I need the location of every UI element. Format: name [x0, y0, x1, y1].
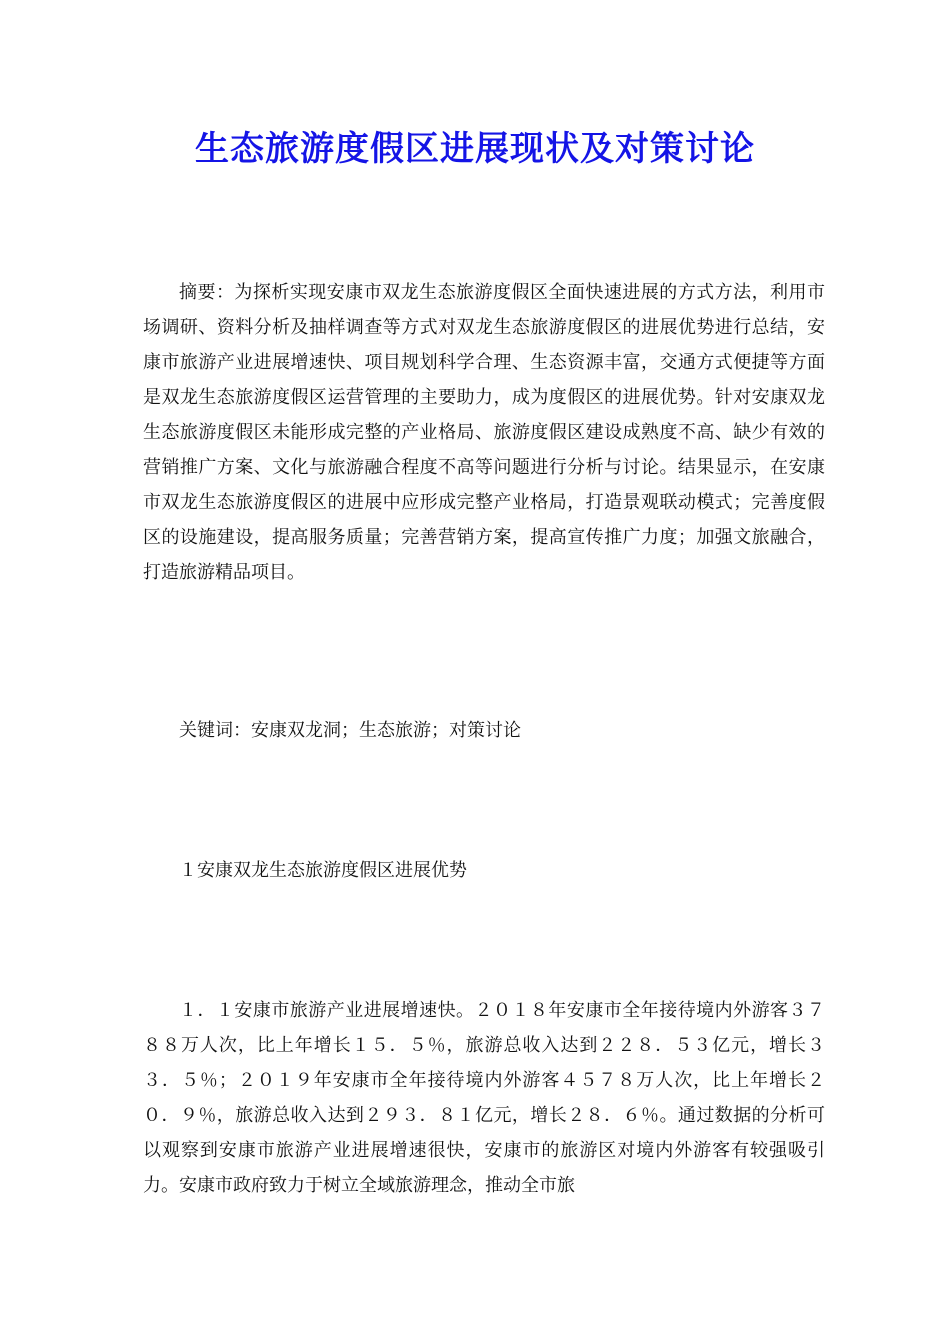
keywords-line	[143, 713, 825, 748]
keywords-text: 关键词：安康双龙洞；生态旅游；对策讨论	[179, 720, 521, 741]
body-paragraph-text: １．１安康市旅游产业进展增速快。２０１８年安康市全年接待境内外游客３７８８万人次，比上年增长１５．５％，旅游总收入达到２２８．５３亿元，增长３３．５％；２０１９年安康市全年接待境内外游客４５７８万人次，比上年增长２０．９％，旅游总收入达到２９３．８１亿元，增长２８．６％。通过数据的分析可以观察到安康市旅游产业进展增速很快，安康市的旅游区对境内外游客有较强吸引力。安康市政府致力于树立全域旅游理念，推动全市旅	[143, 1000, 825, 1196]
section-heading-text: １安康双龙生态旅游度假区进展优势	[179, 860, 467, 881]
abstract-paragraph	[143, 275, 825, 590]
body-paragraph	[143, 993, 825, 1203]
document-title: 生态旅游度假区进展现状及对策讨论	[195, 129, 755, 169]
section-heading	[143, 853, 825, 888]
abstract-text: 摘要：为探析实现安康市双龙生态旅游度假区全面快速进展的方式方法，利用市场调研、资料分析及抽样调查等方式对双龙生态旅游度假区的进展优势进行总结，安康市旅游产业进展增速快、项目规划科学合理、生态资源丰富，交通方式便捷等方面是双龙生态旅游度假区运营管理的主要助力，成为度假区的进展优势。针对安康双龙生态旅游度假区未能形成完整的产业格局、旅游度假区建设成熟度不高、缺少有效的营销推广方案、文化与旅游融合程度不高等问题进行分析与讨论。结果显示，在安康市双龙生态旅游度假区的进展中应形成完整产业格局，打造景观联动模式；完善度假区的设施建设，提高服务质量；完善营销方案，提高宣传推广力度；加强文旅融合，打造旅游精品项目。	[143, 282, 825, 583]
